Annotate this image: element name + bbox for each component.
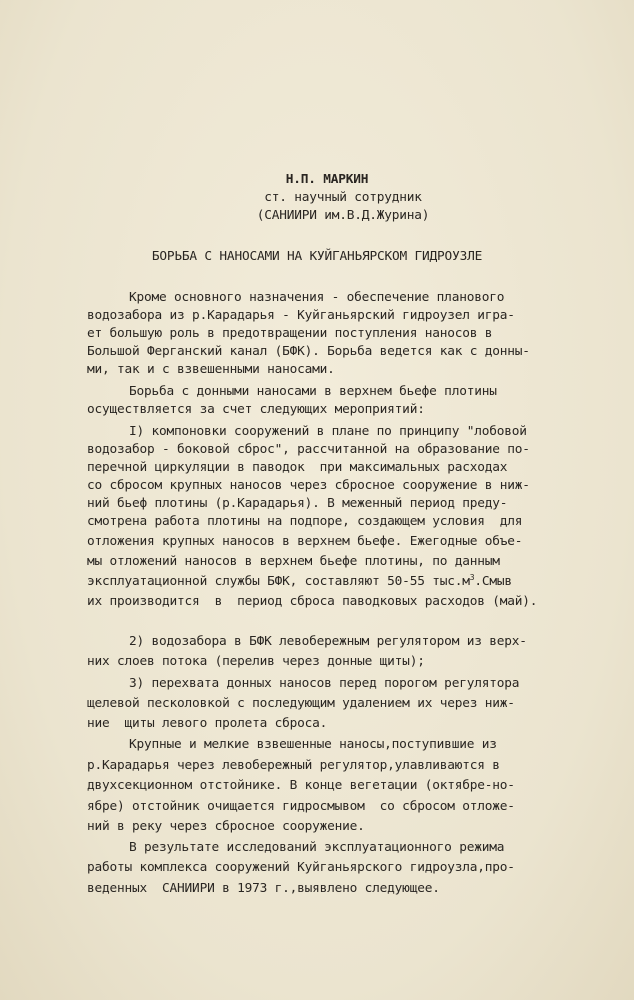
text-segment: .Смыв: [474, 574, 512, 589]
author-affiliation: (САНИИРИ им.В.Д.Журина): [256, 208, 430, 223]
text-line: работы комплекса сооружений Куйганьярского гидроузла,про-: [87, 860, 515, 875]
text-line: ми, так и с взвешенными наносами.: [87, 362, 335, 377]
text-line: 3) перехвата донных наносов перед порогом регулятора: [129, 676, 520, 691]
text-line: отложения крупных наносов в верхнем бьефе. Ежегодные объе-: [87, 534, 523, 549]
document-title: БОРЬБА С НАНОСАМИ НА КУЙГАНЬЯРСКОМ ГИДРОУЗЛЕ: [151, 249, 483, 264]
text-line: р.Карадарья через левобережный регулятор,улавливаются в: [87, 758, 500, 773]
text-line: ний бьеф плотины (р.Карадарья). В меженный период преду-: [87, 496, 508, 511]
text-line: эксплуатационной службы БФК, составляют 50-55 $тыс.м^3.Смыв$: [87, 573, 512, 589]
text-segment: их производится в период сброса паводковых расходов (май).: [87, 594, 538, 609]
text-line: щелевой песколовкой с последующим удалением их через ниж-: [87, 696, 515, 711]
text-line: двухсекционном отстойнике. В конце вегетации (октябре-но-: [87, 778, 515, 793]
text-line: веденных САНИИРИ в 1973 г.,выявлено следующее.: [87, 881, 440, 896]
text-line: Крупные и мелкие взвешенные наносы,поступившие из: [129, 737, 497, 752]
text-line: ний в реку через сбросное сооружение.: [87, 819, 365, 834]
text-line: них слоев потока (перелив через донные щиты);: [87, 654, 425, 669]
text-line: Кроме основного назначения - обеспечение планового: [129, 290, 505, 305]
text-line: мы отложений наносов в верхнем бьефе плотины, по данным: [87, 554, 500, 569]
author-position: ст. научный сотрудник: [264, 190, 422, 205]
superscript: 3: [469, 573, 475, 582]
text-line: В результате исследований эксплуатационного режима: [129, 840, 505, 855]
text-line: со сбросом крупных наносов через сбросное сооружение в ниж-: [87, 478, 530, 493]
text-line: перечной циркуляции в паводок при максимальных расходах: [87, 460, 508, 475]
text-line: водозабор - боковой сброс", рассчитанной на образование по-: [87, 442, 530, 457]
text-line: ет большую роль в предотвращении поступления наносов в: [87, 326, 493, 341]
text-line: осуществляется за счет следующих мероприятий:: [87, 402, 425, 417]
text-line: водозабора из р.Карадарья - Куйганьярский гидроузел игра-: [87, 308, 515, 323]
text-line: 2) водозабора в БФК левобережным регулятором из верх-: [129, 634, 527, 649]
text-line: ние щиты левого пролета сброса.: [87, 716, 328, 731]
text-line: I) компоновки сооружений в плане по принципу "лобовой: [129, 424, 527, 439]
text-line: Большой Ферганский канал (БФК). Борьба ведется как с донны-: [87, 344, 530, 359]
text-line: [87, 596, 537, 609]
text-line: Борьба с донными наносами в верхнем бьефе плотины: [129, 384, 497, 399]
text-line: ябре) отстойник очищается гидросмывом со сбросом отложе-: [87, 799, 515, 814]
text-line: смотрена работа плотины на подпоре, создающем условия для: [87, 514, 523, 529]
author-name: Н.П. МАРКИН: [285, 172, 369, 187]
